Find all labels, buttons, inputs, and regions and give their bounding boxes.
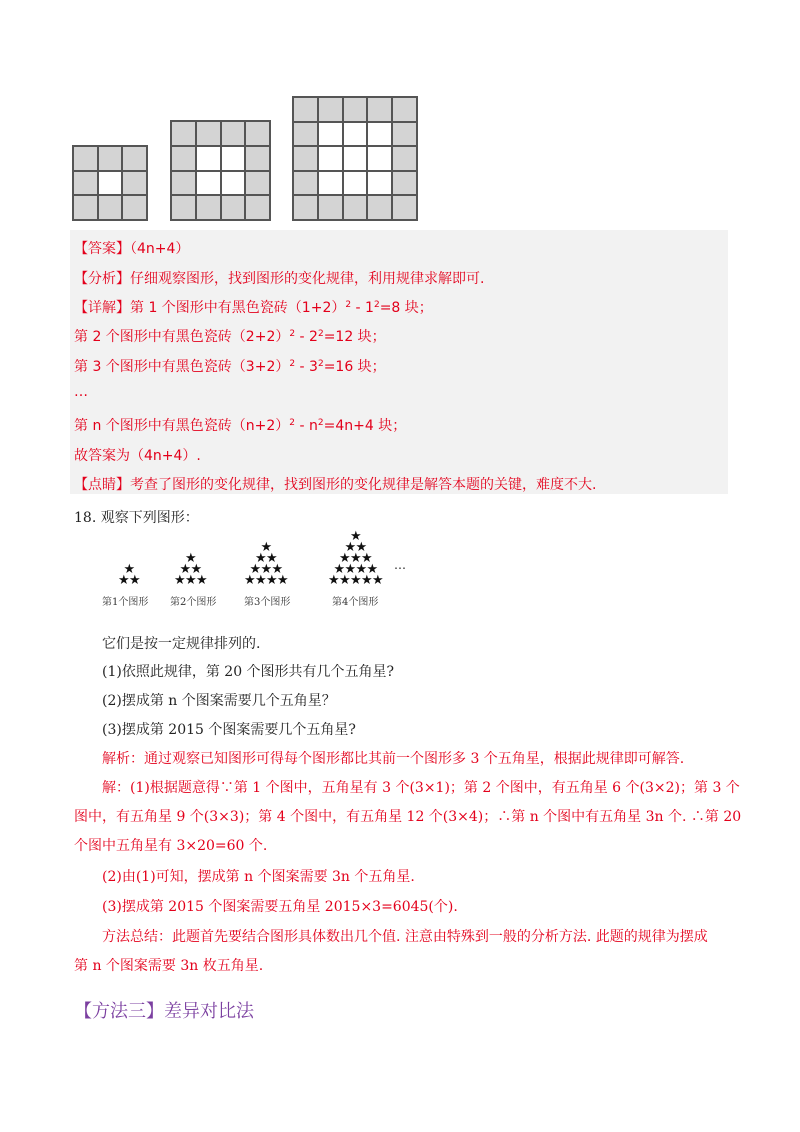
star-icon: ★ (185, 573, 197, 588)
solution-line-4: (2)由(1)可知，摆成第 n 个图案需要 3n 个五角星. (102, 869, 415, 885)
gray-tile (73, 146, 98, 171)
detail-1-e: =8 块； (379, 300, 433, 316)
gray-tile (122, 195, 147, 220)
gray-tile (367, 97, 392, 122)
caption-figure-4: 第4个图形 (332, 597, 379, 608)
detail-n-c: - n (295, 418, 318, 434)
gray-tile (171, 121, 196, 146)
gray-tile (367, 195, 392, 220)
star-figures (100, 520, 420, 610)
star-icon: ★ (328, 573, 340, 588)
star-icon: ★ (361, 551, 373, 566)
detail-1-c: - 1 (351, 300, 374, 316)
detail-ellipsis: … (74, 384, 88, 400)
detail-line-n (74, 415, 406, 435)
white-tile (367, 122, 392, 147)
white-tile (196, 146, 221, 171)
detail-3-e: =16 块； (323, 359, 386, 375)
detail-2-e: =12 块； (323, 329, 386, 345)
star-icon: ★ (333, 562, 346, 577)
gray-tile (293, 195, 318, 220)
star-icon: ★ (255, 573, 267, 588)
summary-line-2: 第 n 个图案需要 3n 枚五角星. (74, 958, 264, 974)
white-tile (221, 146, 246, 171)
white-tile (343, 171, 368, 196)
answer-line (74, 238, 189, 258)
star-icon: ★ (355, 540, 368, 555)
summary-line-1: 方法总结：此题首先要结合图形具体数出几个值. 注意由特殊到一般的分析方法. 此题的规律为摆成 (102, 929, 708, 945)
solution-line-3: 个图中五角星有 3×20=60 个. (74, 838, 268, 854)
white-tile (367, 146, 392, 171)
gray-tile (171, 195, 196, 220)
gray-tile (392, 195, 417, 220)
gray-tile (98, 146, 123, 171)
question-18-title: 18. 观察下列图形： (74, 510, 199, 526)
caption-figure-2: 第2个图形 (170, 597, 217, 608)
gray-tile (171, 171, 196, 196)
sub-question-2: (2)摆成第 n 个图案需要几个五角星？ (102, 693, 336, 709)
gray-tile (293, 146, 318, 171)
detail-n-a: 第 n 个图形中有黑色瓷砖（n+2） (74, 418, 290, 434)
gray-tile (293, 97, 318, 122)
star-icon: ★ (190, 562, 203, 577)
detail-n-exp: 2 (289, 418, 296, 428)
gray-tile (245, 121, 270, 146)
star-icon: ★ (179, 562, 192, 577)
star-icon: ★ (350, 529, 362, 544)
gray-tile (196, 121, 221, 146)
gray-tile (392, 97, 417, 122)
gray-tile (98, 195, 123, 220)
analysis-paragraph: 解析：通过观察已知图形可得每个图形都比其前一个图形多 3 个五角星，根据此规律即可解答. (102, 751, 685, 767)
detail-2-exp2: 2 (317, 329, 324, 339)
detail-line-3 (74, 356, 386, 376)
star-icon: ★ (244, 573, 256, 588)
star-icon: ★ (339, 573, 351, 588)
star-icon: ★ (366, 562, 379, 577)
detail-tag: 【详解】 (74, 300, 130, 316)
star-icon: ★ (344, 540, 357, 555)
detail-3-exp: 2 (289, 359, 296, 369)
star-icon: ★ (271, 562, 284, 577)
gray-tile (221, 121, 246, 146)
final-answer-line: 故答案为（4n+4）. (74, 448, 201, 464)
detail-2-c: - 2 (295, 329, 318, 345)
star-icon: ★ (118, 573, 130, 588)
white-tile (221, 171, 246, 196)
detail-3-a: 第 3 个图形中有黑色瓷砖（3+2） (74, 359, 290, 375)
star-icon: ★ (350, 573, 362, 588)
gray-tile (196, 195, 221, 220)
detail-n-e: =4n+4 块； (323, 418, 407, 434)
star-icon: ★ (361, 573, 373, 588)
star-icon: ★ (350, 551, 362, 566)
gray-tile (392, 171, 417, 196)
gray-tile (343, 97, 368, 122)
white-tile (318, 146, 343, 171)
star-icon: ★ (260, 562, 273, 577)
detail-n-exp2: 2 (317, 418, 324, 428)
gray-tile (245, 171, 270, 196)
solution-line-1: 解：(1)根据题意得∵第 1 个图中，五角星有 3 个(3×1)；第 2 个图中，有五角星 6 个(3×2)；第 3 个 (102, 780, 740, 796)
gray-tile (318, 195, 343, 220)
tile-figure-1 (72, 145, 148, 221)
white-tile (343, 122, 368, 147)
star-icon: ★ (266, 551, 278, 566)
gray-tile (245, 195, 270, 220)
detail-line-2 (74, 326, 386, 346)
more-figures-ellipsis: … (394, 558, 406, 572)
star-icon: ★ (174, 573, 186, 588)
star-icon: ★ (277, 573, 289, 588)
answer-text: （4n+4） (130, 241, 190, 257)
star-icon: ★ (339, 551, 351, 566)
star-icon: ★ (249, 562, 262, 577)
white-tile (367, 171, 392, 196)
gray-tile (122, 171, 147, 196)
gray-tile (343, 195, 368, 220)
gray-tile (221, 195, 246, 220)
white-tile (98, 171, 123, 196)
analysis-text: 仔细观察图形，找到图形的变化规律，利用规律求解即可. (130, 271, 485, 287)
star-icon: ★ (255, 551, 267, 566)
caption-figure-1: 第1个图形 (102, 597, 149, 608)
solution-line-2: 图中，有五角星 9 个(3×3)；第 4 个图中，有五角星 12 个(3×4)；∴第 n 个图中有五角星 3n 个. ∴第 20 (74, 809, 742, 825)
detail-1-exp2: 2 (373, 300, 380, 310)
star-icon: ★ (372, 573, 384, 588)
gray-tile (73, 171, 98, 196)
tile-figure-3 (292, 96, 418, 221)
star-icon: ★ (355, 562, 368, 577)
detail-2-a: 第 2 个图形中有黑色瓷砖（2+2） (74, 329, 290, 345)
sub-question-3: (3)摆成第 2015 个图案需要几个五角星? (102, 722, 356, 738)
star-icon: ★ (344, 562, 357, 577)
gray-tile (318, 97, 343, 122)
detail-line-1 (74, 297, 433, 317)
intro-text: 它们是按一定规律排列的. (102, 636, 261, 652)
caption-figure-3: 第3个图形 (244, 597, 291, 608)
star-icon: ★ (129, 573, 141, 588)
gray-tile (392, 146, 417, 171)
white-tile (318, 122, 343, 147)
sub-question-1: (1)依照此规律，第 20 个图形共有几个五角星? (102, 664, 395, 680)
gray-tile (293, 171, 318, 196)
star-icon: ★ (260, 540, 273, 555)
detail-2-exp: 2 (289, 329, 296, 339)
gray-tile (73, 195, 98, 220)
comment-line (74, 474, 596, 494)
star-icon: ★ (196, 573, 208, 588)
solution-line-5: (3)摆成第 2015 个图案需要五角星 2015×3=6045(个). (102, 899, 458, 915)
star-icon: ★ (185, 551, 197, 566)
gray-tile (245, 146, 270, 171)
answer-tag: 【答案】 (74, 241, 130, 257)
star-icon: ★ (266, 573, 278, 588)
analysis-line (74, 268, 484, 288)
white-tile (196, 171, 221, 196)
gray-tile (122, 146, 147, 171)
star-icon: ★ (123, 562, 136, 577)
white-tile (343, 146, 368, 171)
gray-tile (392, 122, 417, 147)
detail-1-a: 第 1 个图形中有黑色瓷砖（1+2） (130, 300, 346, 316)
comment-tag: 【点睛】 (74, 477, 130, 493)
analysis-tag: 【分析】 (74, 271, 130, 287)
method-three-heading: 【方法三】差异对比法 (74, 1001, 254, 1022)
detail-3-c: - 3 (295, 359, 318, 375)
gray-tile (171, 146, 196, 171)
comment-text: 考查了图形的变化规律，找到图形的变化规律是解答本题的关键，难度不大. (130, 477, 597, 493)
tile-figure-2 (170, 120, 271, 221)
white-tile (318, 171, 343, 196)
detail-3-exp2: 2 (317, 359, 324, 369)
detail-1-exp: 2 (345, 300, 352, 310)
gray-tile (293, 122, 318, 147)
